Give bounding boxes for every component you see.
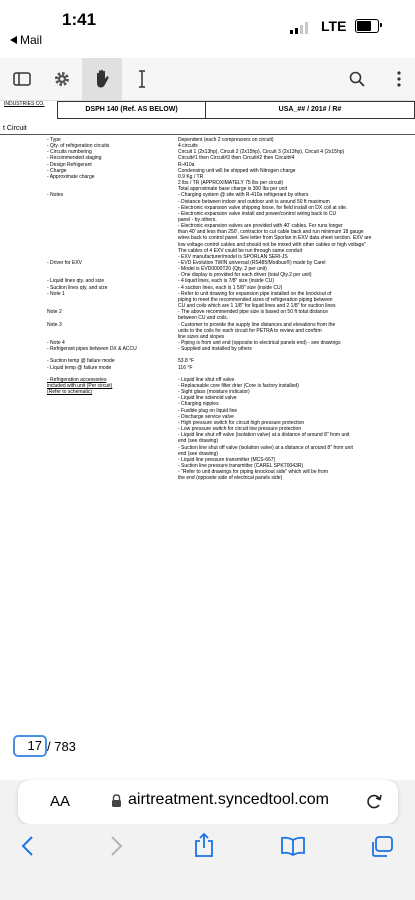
spec-label: - Note 4 [47,339,65,346]
spec-value: - Replaceable core filter drier (Core is factory installed) [178,383,299,389]
spec-value: - Sight glass (moisture indicator) [178,389,250,396]
tabs-icon[interactable] [370,836,394,858]
hand-tool-button[interactable] [82,58,122,100]
spec-value: 2 lbs / TR (APPROXIMATELY 75 lbs per circuit) [178,180,284,187]
spec-value: - Suction line shut off valve (isolation valve) at a distance of around 8" from unit [178,444,353,451]
spec-value: Dependent (each 2 compressors on circuit) [178,137,274,143]
text-select-button[interactable] [125,58,159,100]
back-triangle-icon [10,36,17,44]
text-cursor-icon [137,70,147,88]
spec-value: 116 °F [178,364,193,371]
spec-label: Note 2 [47,309,62,316]
doc-header [0,100,415,122]
total-pages: / 783 [47,738,76,754]
pdf-toolbar [0,58,415,101]
spec-value: - Liquid line shut off valve (isolation valve) at a distance of around 8" from unit [178,432,350,439]
search-icon [349,71,365,87]
spec-value: low voltage control cables and should not be mixed with other cables or high voltage" [178,241,366,248]
back-to-mail-label: Mail [20,33,43,47]
spec-label: (Refer to schematic) [47,389,93,396]
spec-value: piping to meet the recommended sizes of refrigeration piping between [178,296,333,303]
battery-icon [355,19,379,33]
cellular-signal-icon [290,22,308,34]
spec-value: - Suction line pressure transmitter (CAREL SPKT0043R) [178,462,304,469]
reader-options-button[interactable]: AA [50,793,71,810]
spec-value: end (see drawing) [178,450,219,457]
spec-value: - Electronic expansion valve shipping loose, for field install on DX coil at site. [178,204,348,211]
spec-value: - Charging system @ site with R-410a refrigerant by others [178,192,309,199]
spec-label: - Driver for EXV [47,260,83,266]
spec-value: - One display is provided for each driver (total Qty.2 per unit) [178,272,312,279]
settings-button[interactable] [45,58,79,100]
spec-label: - Suction lines qty. and size [47,284,108,291]
spec-value: line sizes and slopes [178,333,225,340]
spec-value: - "Refer to unit drawings for piping knockout side" which will be from [178,469,329,476]
spec-value: 53.8 °F [178,358,195,365]
spec-value: units to the coils for each circuit for PETRA to review and confirm [178,327,322,334]
spec-value: Condensing unit will be shipped with Nitrogen charge [178,167,296,174]
search-button[interactable] [340,58,374,100]
spec-label: - Circuits numbering [47,149,92,156]
spec-value: Circuit#1 then Circuit#3 then Circuit#2 then Circuit#4 [178,155,295,162]
spec-value: - Liquid line solenoid valve [178,395,237,402]
spec-value: - Liquid line pressure transmitter (MCS-667) [178,456,276,463]
spec-label: - Notes [47,192,64,199]
back-to-mail-link[interactable] [10,33,42,47]
current-page-field[interactable]: 17 [13,735,47,757]
spec-label: - Qty. of refrigeration circuits [47,143,110,150]
spec-value: The cables of 4 EXV could be run through same conduit [178,247,302,254]
spec-label: - Design Refrigerant [47,161,92,168]
spec-value: - Liquid line shut off valve [178,376,235,383]
spec-label: included with unit (Per circuit) [47,383,113,389]
gear-icon [53,70,71,88]
spec-value: end (see drawing) [178,438,219,445]
spec-label: - Recommended staging [47,155,102,162]
bookmarks-icon[interactable] [280,836,306,856]
sidebar-icon [13,72,31,86]
spec-label: - Type [47,137,61,143]
url-text: airtreatment.syncedtool.com [128,791,329,808]
spec-label: - Liquid lines qty. and size [47,278,105,285]
pdf-page[interactable] [0,100,415,780]
spec-value: - Piping is from unit end (opposite to electrical panels end) - see drawings [178,339,341,346]
forward-icon[interactable] [110,834,124,858]
spec-value: - Electronic expansion valves are provided with 40' cables. For runs longer [178,223,343,230]
section-divider [0,134,415,135]
spec-value: than 40' and less than 250', contractor to cut cable back and run minimum 18 gauge [178,229,364,236]
spec-label: - Suction temp @ failure mode [47,358,115,365]
hand-icon [93,69,111,89]
spec-value: - Model is EVD0000T20 (Qty. 2 per unit) [178,266,267,273]
sidebar-toggle-button[interactable] [5,58,39,100]
status-bar [0,0,415,56]
page-indicator[interactable] [13,734,76,758]
spec-label: - Refrigeration accessories [47,376,107,383]
model-cell: DSPH 140 (Ref. AS BELOW) [57,101,206,119]
spec-value: - Fusible plug on liquid line [178,407,238,414]
spec-value: R-410a [178,161,195,168]
network-type: LTE [321,18,347,34]
share-icon[interactable] [193,832,215,858]
spec-label: - Refrigerant pipes between DX & ACCU [47,346,137,353]
spec-value: - Charging nipples [178,401,219,408]
spec-value: 4 circuits [178,143,198,150]
spec-value: 0.9 Kg / TR [178,173,204,180]
spec-value: Circuit 1 (2x13hp), Circuit 2 (2x15hp), Circuit 3 (2x13hp), Circuit 4 (2x15hp) [178,149,345,156]
spec-value: - EVD Evolution TWIN universal (RS485/Modbus®) made by Carel [178,260,326,266]
reload-icon[interactable] [365,791,383,811]
back-icon[interactable] [20,834,34,858]
spec-value: Total approximate base charge is 300 lbs per unit [178,186,287,193]
job-cell: USA_## / 201# / R# [206,101,415,119]
spec-label: Note 3 [47,321,62,328]
spec-value: wires back to control panel. See letter from Sporlan in EXV data sheet section. EXV are [178,235,372,242]
spec-value: - Low pressure switch for circuit low pressure protection [178,426,302,433]
spec-value: the end (opposite side of electrical panels side) [178,475,283,482]
spec-value: - Electronic expansion valve install and power/control wiring back to CU [178,210,337,217]
spec-value: - 4 suction lines, each is 1 5/8" size (inside CU) [178,284,283,291]
more-icon [395,70,403,88]
more-button[interactable] [384,58,414,100]
spec-value: - Distance between indoor and outdoor unit is around 50 ft maximum [178,198,330,205]
address-bar-area [0,780,415,824]
spec-value: panel - by others. [178,216,217,223]
spec-value: CU and coils which are 1 1/8" for liquid lines and 2 1/8" for suction lines [178,303,336,310]
spec-label: - Note 1 [47,290,65,297]
lock-icon [111,794,122,808]
spec-value: between CU and coils. [178,315,229,322]
address-bar[interactable] [18,780,398,824]
spec-label: - Approximate charge [47,173,95,180]
spec-value: - The above recommended pipe size is based on 50 ft total distance [178,309,328,316]
status-time: 1:41 [62,10,97,29]
spec-value: - Discharge service valve [178,413,234,420]
spec-label: - Liquid temp @ failure mode [47,364,112,371]
spec-value: - 4 liquid lines, each is 7/8" size (inside CU) [178,278,274,285]
browser-toolbar [0,824,415,900]
spec-value: - Refer to unit drawing for expansion pipe installed on the knockout of [178,290,332,297]
spec-value: - High pressure switch for circuit high pressure protection [178,419,305,426]
spec-label: - Charge [47,167,67,174]
spec-value: - EXV manufacturer/model is SPORLAN SERI-JS [178,253,288,260]
spec-value: - Supplied and installed by others [178,346,252,353]
section-title: t Circuit [3,125,27,132]
company-name: INDUSTRIES CO. [4,101,45,107]
spec-value: - Customer to provide the supply line distances and elevations from the [178,321,336,328]
